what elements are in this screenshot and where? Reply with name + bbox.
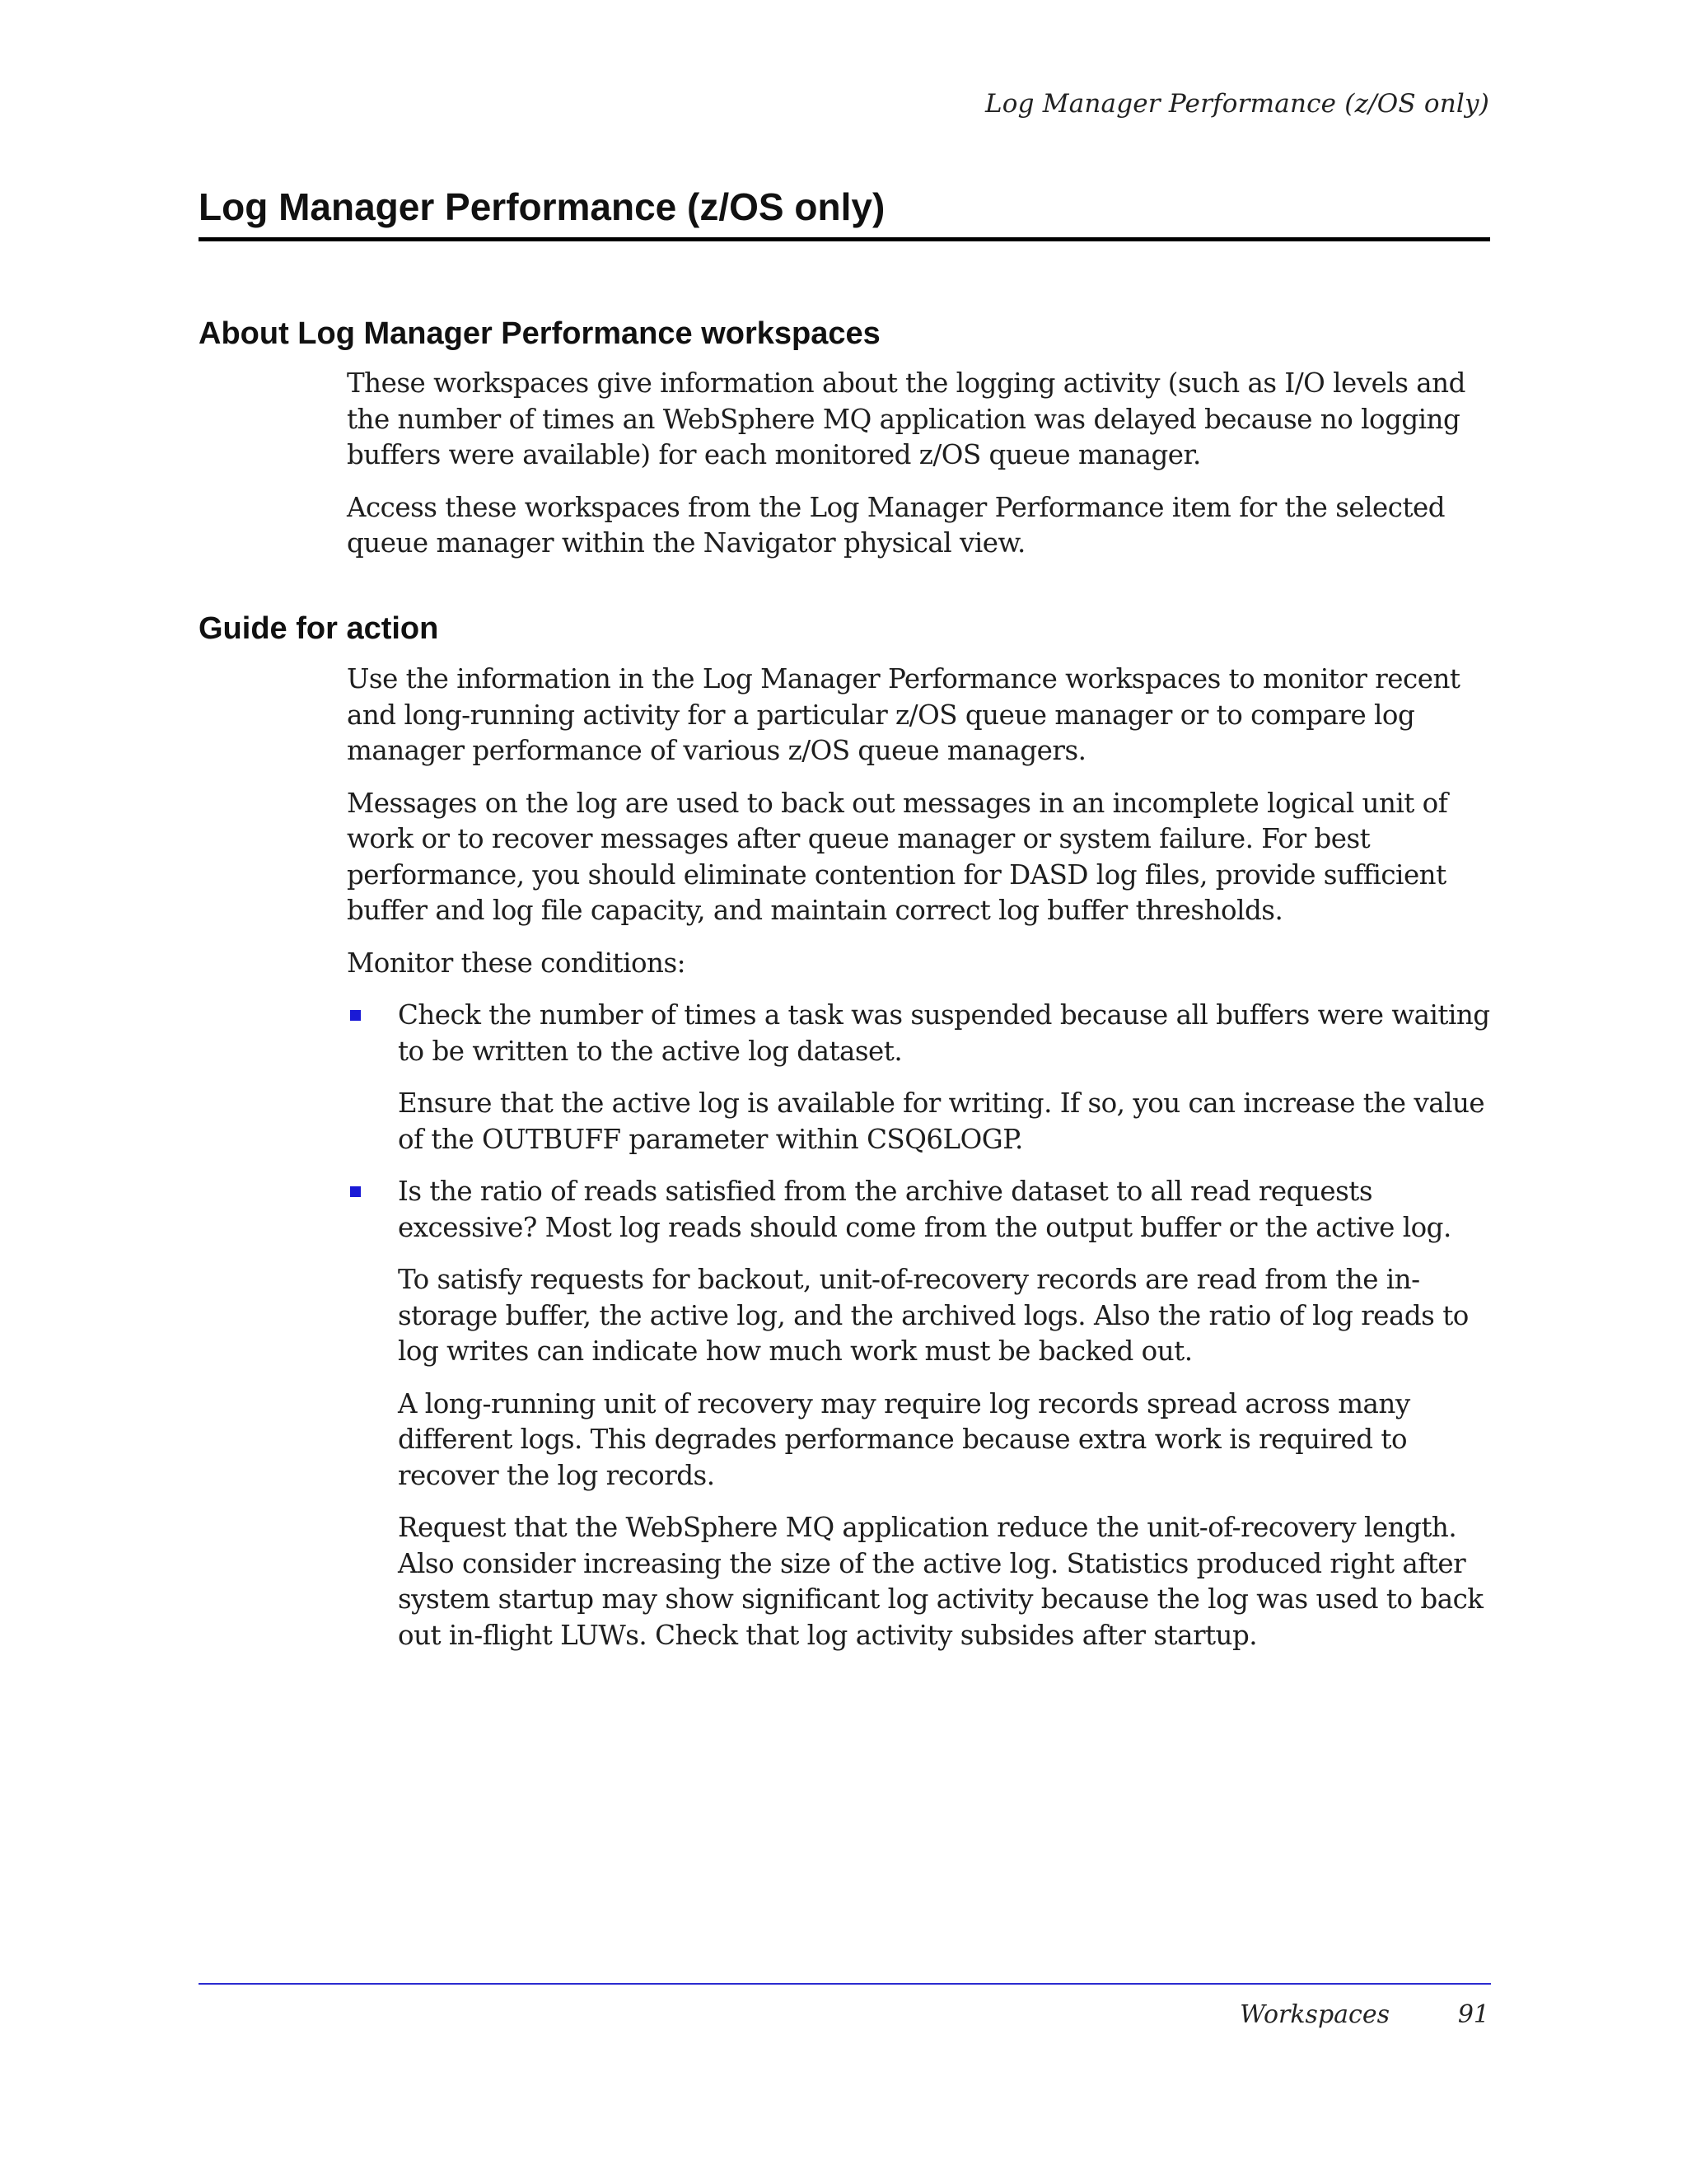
bullet-2-text: Is the ratio of reads satisfied from the archive dataset to all read requests excessive? Most log reads should come from the output buffer or the active log. [398,1176,1451,1243]
chapter-title: Log Manager Performance (z/OS only) [199,185,1490,241]
bullet-2-followup-2: A long-running unit of recovery may require log records spread across many different logs. This degrades performance because extra work is required to recover the log records. [398,1387,1410,1491]
guide-body [347,662,1492,1670]
section-heading-about: About Log Manager Performance workspaces [199,316,881,351]
square-bullet-icon [350,1186,361,1197]
guide-paragraph-1: Use the information in the Log Manager Performance workspaces to monitor recent and long-running activity for a particular z/OS queue manager or to compare log manager performance of various z/OS queue managers. [347,663,1460,766]
page-number: 91 [1457,2000,1489,2029]
bullet-1-text: Check the number of times a task was suspended because all buffers were waiting to be written to the active log dataset. [398,999,1490,1067]
about-body [347,366,1492,578]
bullet-2-followup-1: To satisfy requests for backout, unit-of-recovery records are read from the in-storage buffer, the active log, and the archived logs. Also the ratio of log reads to log writes can indicate how much work must be backed out. [398,1264,1469,1367]
list-item [347,998,1492,1157]
bullet-1-followup-1: Ensure that the active log is available for writing. If so, you can increase the value of the OUTBUFF parameter within CSQ6LOGP. [398,1087,1485,1155]
guide-paragraph-2: Messages on the log are used to back out messages in an incomplete logical unit of work or to recover messages after queue manager or system failure. For best performance, you should eliminate contention for DASD log files, provide sufficient buffer and log file capacity, and maintain correct log buffer thresholds. [347,787,1448,926]
running-header: Log Manager Performance (z/OS only) [985,89,1489,119]
conditions-list [347,998,1492,1653]
section-heading-guide: Guide for action [199,611,439,646]
about-paragraph-1: These workspaces give information about the logging activity (such as I/O levels and the number of times an WebSphere MQ application was delayed because no logging buffers were available) for each monitored z/OS queue manager. [347,367,1465,470]
footer-rule [199,1983,1491,1985]
about-paragraph-2: Access these workspaces from the Log Manager Performance item for the selected queue manager within the Navigator physical view. [347,491,1446,559]
list-item [347,1174,1492,1653]
bullet-2-followup-3: Request that the WebSphere MQ application reduce the unit-of-recovery length. Also consider increasing the size of the active log. Statistics produced right after system startup may show significant log activity because the log was used to back out in-flight LUWs. Check that log activity subsides after startup. [398,1512,1484,1651]
guide-paragraph-3: Monitor these conditions: [347,947,686,979]
square-bullet-icon [350,1010,361,1021]
footer-section-label: Workspaces [1240,2000,1390,2029]
